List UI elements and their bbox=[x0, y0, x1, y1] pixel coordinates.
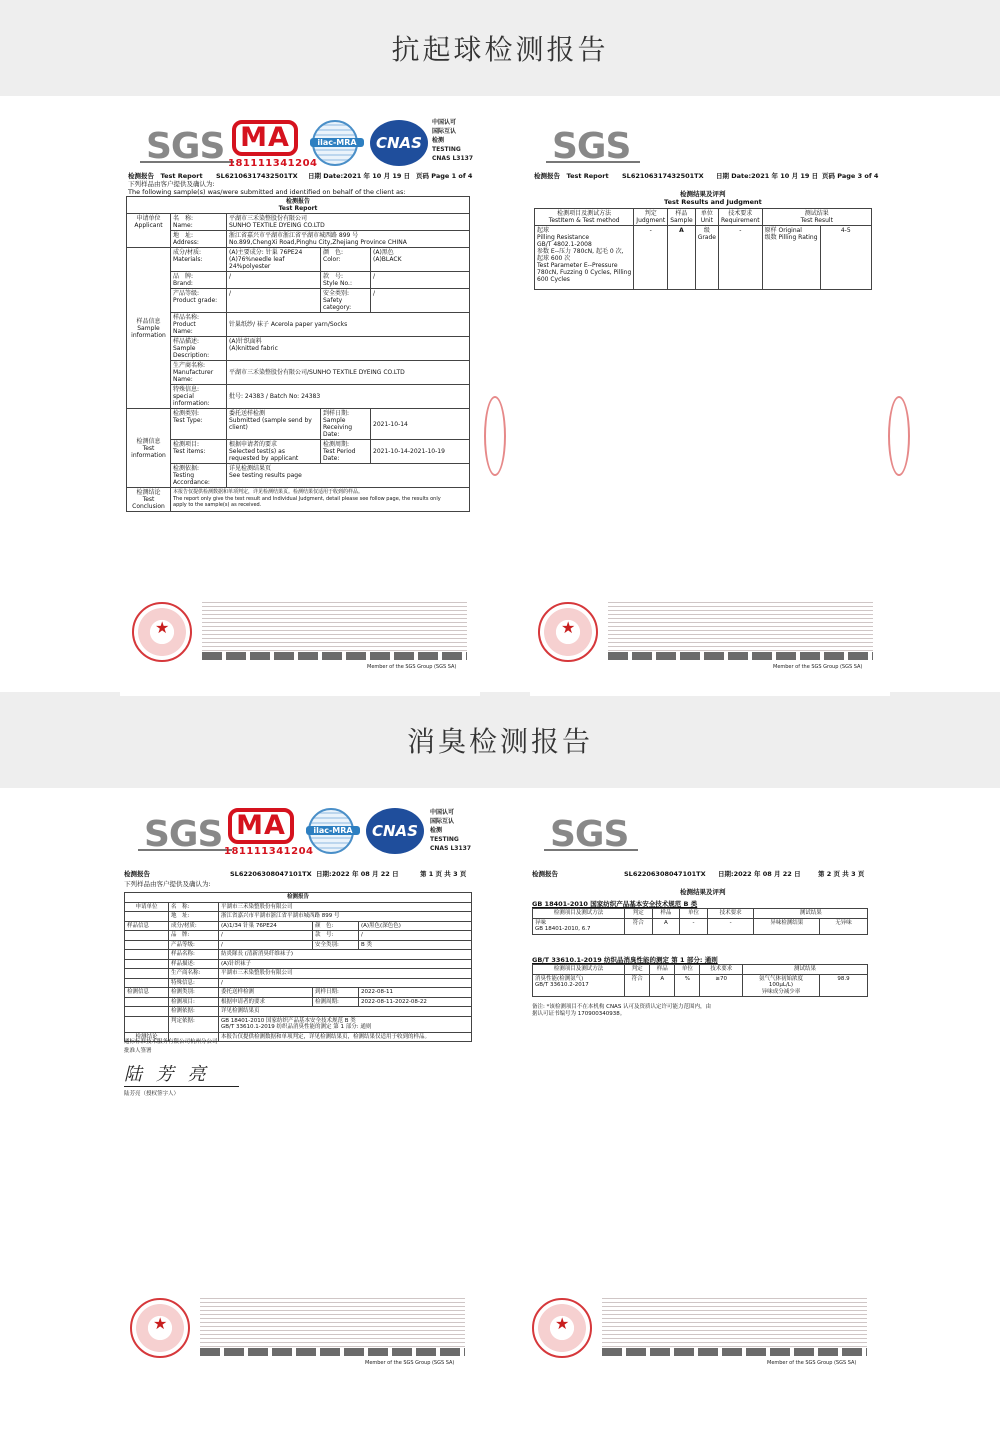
page-footer bbox=[132, 602, 482, 672]
report-date: 日期:2022 年 08 月 22 日 bbox=[316, 870, 399, 878]
test-items-value: 根据申请者的要求 Selected test(s) as requested by applicant bbox=[227, 440, 321, 464]
test-info-label: 检测信息 Test information bbox=[127, 409, 171, 488]
row-value: 根据申请者的要求 bbox=[219, 997, 313, 1007]
test-period-label: 检测周期: Test Period Date: bbox=[321, 440, 371, 464]
member-text: Member of the SGS Group (SGS SA) bbox=[767, 1360, 857, 1366]
row-value: / bbox=[219, 931, 313, 941]
color-label: 颜 色: Color: bbox=[321, 248, 371, 272]
row-value: 平湖市三禾染整股份有限公司 bbox=[219, 969, 472, 979]
result-cell-requirement: - bbox=[718, 226, 762, 290]
result-cell-item: 异味 GB 18401-2010, 6.7 bbox=[533, 918, 625, 934]
accordance-value: 详见检测结果页 See testing results page bbox=[227, 464, 470, 488]
row-label: 特殊信息: bbox=[169, 978, 219, 988]
row-value-2: / bbox=[359, 931, 472, 941]
address-fine-print bbox=[608, 652, 873, 660]
special-value: 批号: 24383 / Batch No: 24383 bbox=[227, 385, 470, 409]
result-cell-unit: 级 Grade bbox=[695, 226, 718, 290]
materials-label: 成分/材质: Materials: bbox=[171, 248, 227, 272]
result-cell-result-label: 原样 Original 级数 Pilling Rating bbox=[762, 226, 820, 290]
results-table bbox=[534, 208, 872, 290]
row-group-label: 检测结论 bbox=[125, 1032, 169, 1042]
row-group-label bbox=[125, 997, 169, 1007]
deodorant-report-section bbox=[0, 788, 1000, 1450]
col-header-unit: 单位 Unit bbox=[695, 209, 718, 226]
deodorant-report-page-2 bbox=[528, 808, 888, 1448]
style-value: / bbox=[371, 272, 470, 289]
special-label: 特殊信息: special information: bbox=[171, 385, 227, 409]
result-cell-result-value: 无异味 bbox=[820, 918, 868, 934]
receiving-date-value: 2021-10-14 bbox=[371, 409, 470, 440]
cma-number: 181111341204 bbox=[228, 158, 318, 169]
side-stamp-right bbox=[888, 396, 910, 476]
report-info-table bbox=[124, 892, 472, 1042]
materials-value: (A)主要成分: 针巢 76PE24 (A)76%needle leaf 24%polyester bbox=[227, 248, 321, 272]
row-group-label bbox=[125, 1007, 169, 1017]
intro-cn: 下列样品由客户提供及确认为: bbox=[124, 880, 211, 888]
result-cell-item: 起球 Pilling Resistance GB/T 4802.1-2008 参数 E--压力 780cN, 起毛 0 次, 起球 600 次 Test Parameter E--Pressure 780cN, Fuzzing 0 Cycles, Pilling 600 Cycles bbox=[535, 226, 634, 290]
report-label: 检测报告 Test Report bbox=[534, 172, 609, 180]
cnas-caption: 中国认可 国际互认 检测 TESTING CNAS L3137 bbox=[432, 119, 474, 162]
row-label: 判定依据: bbox=[169, 1016, 219, 1032]
row-label-2: 安全类别: bbox=[313, 940, 359, 950]
row-group-label bbox=[125, 912, 169, 922]
results-table-1 bbox=[532, 908, 868, 935]
result-cell-unit: - bbox=[680, 918, 708, 934]
row-value: GB 18401-2010 国家纺织产品基本安全技术规范 B 类 GB/T 33610.1-2019 纺织品消臭性能的测定 第 1 部分: 通则 bbox=[219, 1016, 472, 1032]
sign-role: 批准人签署 bbox=[124, 1048, 152, 1054]
test-type-label: 检测类别: Test Type: bbox=[171, 409, 227, 440]
results-note: 备注: *该检测项目不在本机构 CNAS 认可及资质认定许可能力范围内，由 据认可证书编号为 170900340938。 bbox=[532, 1004, 712, 1017]
cma-letters: MA bbox=[232, 120, 298, 156]
sign-org: 通标标准技术服务有限公司杭州分公司 bbox=[124, 1039, 218, 1045]
page-footer bbox=[532, 1298, 882, 1368]
grade-value: / bbox=[227, 289, 321, 313]
report-label: 检测报告 bbox=[532, 870, 558, 878]
red-seal-stamp bbox=[538, 602, 598, 662]
row-value: / bbox=[219, 978, 472, 988]
cnas-caption: 中国认可 国际互认 检测 TESTING CNAS L3137 bbox=[430, 809, 472, 852]
member-text: Member of the SGS Group (SGS SA) bbox=[365, 1360, 455, 1366]
row-value: / bbox=[219, 940, 313, 950]
report-label: 检测报告 Test Report bbox=[128, 172, 203, 180]
result-cell-requirement: - bbox=[707, 918, 754, 934]
row-label: 名 称: bbox=[169, 902, 219, 912]
result-cell-item: 消臭性能(检测氨气) GB/T 33610.2-2017 bbox=[533, 974, 625, 997]
row-group-label bbox=[125, 978, 169, 988]
row-value-2: 2022-08-11 bbox=[359, 988, 472, 998]
address-fine-print bbox=[200, 1348, 465, 1356]
conclusion-value: 本报告仅提供检测数据和单项判定，详见检测结果页。检测结果仅适用于收到的样品。 The report only give the test result and Individual Judgment, detail please see follow page, the results only apply to the sample(s) as received. bbox=[171, 488, 470, 512]
standard-1: GB 18401-2010 国家纺织产品基本安全技术规范 B 类 bbox=[532, 900, 698, 908]
report-number: SL62106317432501TX bbox=[622, 172, 704, 180]
row-value: 本报告仅提供检测数据和单项判定，详见检测结果页，检测结果仅适用于收到的样品。 bbox=[219, 1032, 472, 1042]
signer-name: 陆芳亮（授权签字人） bbox=[124, 1091, 180, 1097]
row-label: 品 牌: bbox=[169, 931, 219, 941]
result-cell-judgment: 符合 bbox=[625, 918, 653, 934]
safety-label: 安全类别: Safety category: bbox=[321, 289, 371, 313]
terms-fine-print bbox=[608, 602, 873, 654]
result-cell-result-value: 98.9 bbox=[820, 974, 868, 997]
cma-logo bbox=[224, 808, 314, 862]
report-number: SL62206308047101TX bbox=[624, 870, 706, 878]
row-group-label: 申请单位 bbox=[125, 902, 169, 912]
result-cell-judgment: - bbox=[634, 226, 668, 290]
row-label-2: 到样日期: bbox=[313, 988, 359, 998]
handwritten-signature: 陆 芳 亮 bbox=[124, 1060, 239, 1087]
row-label: 成分/材质: bbox=[169, 921, 219, 931]
col-header-result: 测试结果 Test Result bbox=[762, 209, 871, 226]
safety-value: / bbox=[371, 289, 470, 313]
brand-value: / bbox=[227, 272, 321, 289]
row-label: 产品等级: bbox=[169, 940, 219, 950]
brand-label: 品 牌: Brand: bbox=[171, 272, 227, 289]
manufacturer-label: 生产商名称: Manufacturer Name: bbox=[171, 361, 227, 385]
col-header-sample: 样品 bbox=[652, 909, 680, 919]
ilac-mra-logo bbox=[308, 808, 354, 854]
col-header-result: 测试结果 bbox=[742, 965, 867, 975]
section-title-deodorant: 消臭检测报告 bbox=[0, 692, 1000, 788]
col-header-judgment: 判定 bbox=[625, 965, 650, 975]
ilac-text: ilac-MRA bbox=[306, 826, 360, 835]
row-label: 检测项目: bbox=[169, 997, 219, 1007]
col-header-item: 检测项目及测试方法 TestItem & Test method bbox=[535, 209, 634, 226]
result-cell-sample: A bbox=[652, 918, 680, 934]
report-number: SL62106317432501TX bbox=[216, 172, 298, 180]
row-label: 样品名称: bbox=[169, 950, 219, 960]
test-period-value: 2021-10-14-2021-10-19 bbox=[371, 440, 470, 464]
page-footer bbox=[130, 1298, 480, 1368]
red-seal-stamp bbox=[532, 1298, 592, 1358]
row-group-label bbox=[125, 940, 169, 950]
col-header-judgment: 判定 bbox=[625, 909, 653, 919]
report-date: 日期 Date:2021 年 10 月 19 日 bbox=[716, 172, 819, 180]
result-cell-sample: A bbox=[668, 226, 696, 290]
report-date: 日期:2022 年 08 月 22 日 bbox=[718, 870, 801, 878]
col-header-unit: 单位 bbox=[680, 909, 708, 919]
result-cell-sample: A bbox=[650, 974, 675, 997]
col-header-requirement: 技术要求 Requirement bbox=[718, 209, 762, 226]
name-value: 平湖市三禾染整股份有限公司 SUNHO TEXTILE DYEING CO.LTD bbox=[227, 214, 470, 231]
sgs-logo: SGS bbox=[550, 814, 629, 855]
cma-letters: MA bbox=[228, 808, 294, 844]
row-label-2: 款 号: bbox=[313, 931, 359, 941]
conclusion-label: 检测结论 Test Conclusion bbox=[127, 488, 171, 512]
row-group-label bbox=[125, 931, 169, 941]
results-title-cn: 检测结果及评判 bbox=[680, 888, 726, 896]
report-page: 页码 Page 3 of 4 bbox=[822, 172, 879, 180]
description-label: 样品描述: Sample Description: bbox=[171, 337, 227, 361]
product-name-label: 样品名称: Product Name: bbox=[171, 313, 227, 337]
row-value: 紡炎隊長 (清新消臭纤维袜子) bbox=[219, 950, 472, 960]
pilling-report-page-1 bbox=[120, 116, 480, 696]
cnas-logo: CNAS bbox=[370, 120, 428, 166]
sgs-logo: SGS bbox=[552, 126, 631, 167]
row-value: 详见检测结果页 bbox=[219, 1007, 472, 1017]
cma-number: 181111341204 bbox=[224, 846, 314, 857]
report-info-table bbox=[126, 196, 470, 512]
row-value: 委托送样检测 bbox=[219, 988, 313, 998]
table-title: 检测报告 Test Report bbox=[127, 197, 470, 214]
report-number: SL62206308047101TX bbox=[230, 870, 312, 878]
deodorant-report-page-1 bbox=[120, 808, 480, 1448]
results-table-2 bbox=[532, 964, 868, 997]
row-group-label: 检测信息 bbox=[125, 988, 169, 998]
col-header-sample: 样品 bbox=[650, 965, 675, 975]
name-label: 名 称: Name: bbox=[171, 214, 227, 231]
results-title-cn: 检测结果及评判 bbox=[680, 190, 726, 198]
table-title: 检测报告 bbox=[125, 893, 472, 903]
row-group-label bbox=[125, 959, 169, 969]
cnas-logo: CNAS bbox=[366, 808, 424, 854]
row-value: 平湖市三禾染整股份有限公司 bbox=[219, 902, 472, 912]
style-label: 款 号: Style No.: bbox=[321, 272, 371, 289]
color-value: (A)黑色 (A)BLACK bbox=[371, 248, 470, 272]
row-value: (A)针织袜子 bbox=[219, 959, 472, 969]
row-label: 地 址: bbox=[169, 912, 219, 922]
page-footer bbox=[538, 602, 888, 672]
description-value: (A)针织面料 (A)knitted fabric bbox=[227, 337, 470, 361]
ilac-text: ilac-MRA bbox=[310, 138, 364, 147]
row-value: (A)1/34 针巢 76PE24 bbox=[219, 921, 313, 931]
receiving-date-label: 到样日期: Sample Receiving Date: bbox=[321, 409, 371, 440]
row-group-label bbox=[125, 1016, 169, 1032]
address-fine-print bbox=[202, 652, 467, 660]
row-label: 检测依据: bbox=[169, 1007, 219, 1017]
test-type-value: 委托送样检测 Submitted (sample send by client) bbox=[227, 409, 321, 440]
col-header-requirement: 技术要求 bbox=[700, 965, 742, 975]
red-seal-stamp bbox=[130, 1298, 190, 1358]
row-value: 浙江省嘉兴市平湖市浙江省平湖市城西路 899 号 bbox=[219, 912, 472, 922]
results-title-en: Test Results and Judgment bbox=[664, 198, 762, 206]
pilling-report-section bbox=[0, 96, 1000, 692]
report-date: 日期 Date:2021 年 10 月 19 日 bbox=[308, 172, 411, 180]
result-cell-requirement: ≥70 bbox=[700, 974, 742, 997]
row-label: 检测类别: bbox=[169, 988, 219, 998]
result-cell-result-label: 异味检测结果 bbox=[754, 918, 820, 934]
grade-label: 产品等级: Product grade: bbox=[171, 289, 227, 313]
row-value-2: (A)黑色(深色色) bbox=[359, 921, 472, 931]
intro-cn: 下列样品由客户提供及确认为: bbox=[128, 180, 215, 188]
ilac-mra-logo bbox=[312, 120, 358, 166]
result-cell-judgment: 符合 bbox=[625, 974, 650, 997]
product-name-value: 针巢纸纱/ 袜子 Acerola paper yarn/Socks bbox=[227, 313, 470, 337]
terms-fine-print bbox=[200, 1298, 465, 1350]
member-text: Member of the SGS Group (SGS SA) bbox=[773, 664, 863, 670]
terms-fine-print bbox=[202, 602, 467, 654]
red-seal-stamp bbox=[132, 602, 192, 662]
row-value-2: 2022-08-11-2022-08-22 bbox=[359, 997, 472, 1007]
intro-en: The following sample(s) was/were submitted and identified on behalf of the client as: bbox=[128, 188, 406, 196]
col-header-item: 检测项目及测试方法 bbox=[533, 909, 625, 919]
report-page: 第 2 页 共 3 页 bbox=[818, 870, 865, 878]
result-cell-result-value: 4-5 bbox=[820, 226, 871, 290]
row-label-2: 检测周期: bbox=[313, 997, 359, 1007]
manufacturer-value: 平湖市三禾染整股份有限公司/SUNHO TEXTILE DYEING CO.LTD bbox=[227, 361, 470, 385]
report-label: 检测报告 bbox=[124, 870, 150, 878]
col-header-requirement: 技术要求 bbox=[707, 909, 754, 919]
sgs-logo: SGS bbox=[146, 126, 225, 167]
row-label: 生产商名称: bbox=[169, 969, 219, 979]
col-header-item: 检测项目及测试方法 bbox=[533, 965, 625, 975]
standard-2: GB/T 33610.1-2019 纺织品消臭性能的测定 第 1 部分: 通则 bbox=[532, 956, 718, 964]
result-cell-result-label: 氨气气体初始浓度 100μL/L) 异味成分减少率 bbox=[742, 974, 819, 997]
row-group-label bbox=[125, 969, 169, 979]
col-header-sample: 样品 Sample bbox=[668, 209, 696, 226]
address-value: 浙江省嘉兴市平湖市浙江省平湖市城西路 899 号 No.899,ChengXi Road,Pinghu City,Zhejiang Province CHINA bbox=[227, 231, 470, 248]
test-items-label: 检测项目: Test items: bbox=[171, 440, 227, 464]
address-fine-print bbox=[602, 1348, 867, 1356]
section-title-pilling: 抗起球检测报告 bbox=[0, 0, 1000, 96]
col-header-result: 测试结果 bbox=[754, 909, 868, 919]
sample-label: 样品信息 Sample information bbox=[127, 248, 171, 409]
sgs-logo: SGS bbox=[144, 814, 223, 855]
row-group-label: 样品信息 bbox=[125, 921, 169, 931]
row-group-label bbox=[125, 950, 169, 960]
col-header-judgment: 判定 Judgment bbox=[634, 209, 668, 226]
side-stamp-left bbox=[484, 396, 506, 476]
col-header-unit: 单位 bbox=[675, 965, 700, 975]
row-value-2: B 类 bbox=[359, 940, 472, 950]
result-cell-unit: % bbox=[675, 974, 700, 997]
applicant-label: 申请单位 Applicant bbox=[127, 214, 171, 248]
cma-logo bbox=[228, 120, 318, 174]
row-label-2: 颜 色: bbox=[313, 921, 359, 931]
address-label: 地 址: Address: bbox=[171, 231, 227, 248]
pilling-report-page-3 bbox=[530, 116, 890, 696]
terms-fine-print bbox=[602, 1298, 867, 1350]
report-page: 页码 Page 1 of 4 bbox=[416, 172, 473, 180]
report-page: 第 1 页 共 3 页 bbox=[420, 870, 467, 878]
accordance-label: 检测依据: Testing Accordance: bbox=[171, 464, 227, 488]
member-text: Member of the SGS Group (SGS SA) bbox=[367, 664, 457, 670]
row-label: 样品描述: bbox=[169, 959, 219, 969]
